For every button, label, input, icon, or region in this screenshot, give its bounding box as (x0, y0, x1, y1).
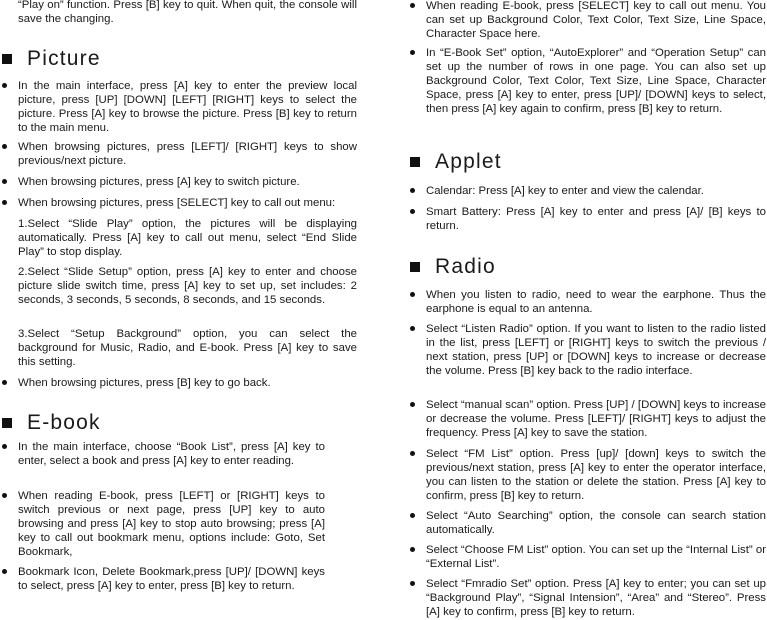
bullet-icon (410, 50, 415, 55)
section-heading-applet (410, 151, 502, 173)
list-item: Select “Fmradio Set” option. Press [A] key to enter; you can set up “Background Play”, “Signal Intension”, “Area” and “Stereo”. Press [A] key to confirm, press [B] key to return. (408, 577, 766, 619)
bullet-icon (410, 188, 415, 193)
list-item: Select “manual scan” option. Press [UP] / [DOWN] keys to increase or decrease the volume. Press [LEFT]/ [RIGHT] keys to adjust the frequency. Press [A] key to save the station. (408, 398, 766, 440)
bullet-icon (2, 380, 7, 385)
list-item: Select “FM List” option. Press [up]/ [down] keys to switch the previous/next station, press [A] key to enter the operator interface, you can listen to the station or delete the station. Press [A] key to confirm, press [B] key to return. (408, 447, 766, 503)
list-item: In the main interface, choose “Book List”, press [A] key to enter, select a book and press [A] key to enter reading. (0, 440, 357, 468)
list-item: Smart Battery: Press [A] key to enter and press [A]/ [B] keys to return. (408, 205, 766, 233)
sub-item: 1.Select “Slide Play” option, the pictures will be displaying automatically. Press [A] key to call out menu, select “End Slide Play” to stop display. (18, 218, 357, 258)
continuation-text: “Play on” function. Press [B] key to quit. When quit, the console will save the changing. (18, 0, 357, 25)
list-item: When browsing pictures, press [A] key to switch picture. (0, 175, 357, 189)
section-heading-ebook (2, 412, 101, 434)
bullet-icon (2, 493, 7, 498)
bullet-icon (410, 547, 415, 552)
bullet-icon (410, 513, 415, 518)
list-item: In “E-Book Set” option, “AutoExplorer” and “Operation Setup” can set up the number of rows in one page. You can also set up Background Color, Text Color, Text Size, Line Space, Character Space, press [A] key to enter, press [UP]/ [DOWN] keys to select, then press [A] key again to confirm, press [B] key to return. (408, 46, 766, 116)
section-title: Picture (27, 47, 101, 70)
bullet-icon (410, 326, 415, 331)
list-item: Bookmark Icon, Delete Bookmark,press [UP]/ [DOWN] keys to select, press [A] key to enter, press [B] key to return. (0, 565, 357, 593)
list-item: In the main interface, press [A] key to enter the preview local picture, press [UP] [DOWN] [LEFT] [RIGHT] keys to select the picture. Press [A] key to browse the picture. Press [B] key to return to the main menu. (0, 79, 357, 135)
section-heading-picture (2, 48, 101, 70)
list-item: Select “Auto Searching” option, the console can search station automatically. (408, 509, 766, 537)
list-item: When reading E-book, press [SELECT] key to call out menu. You can set up Background Color, Text Color, Text Size, Line Space, Character Space here. (408, 0, 766, 41)
list-item: Select “Choose FM List” option. You can set up the “Internal List” or “External List”. (408, 543, 766, 571)
bullet-icon (410, 209, 415, 214)
list-item: When browsing pictures, press [B] key to go back. (0, 376, 357, 390)
list-item: When browsing pictures, press [SELECT] key to call out menu: (0, 196, 357, 210)
bullet-icon (410, 402, 415, 407)
list-item: Calendar: Press [A] key to enter and view the calendar. (408, 184, 766, 198)
section-title: Applet (435, 150, 502, 173)
bullet-icon (410, 451, 415, 456)
bullet-icon (2, 83, 7, 88)
square-bullet-icon (2, 54, 12, 64)
bullet-icon (2, 569, 7, 574)
list-item: When browsing pictures, press [LEFT]/ [RIGHT] keys to show previous/next picture. (0, 140, 357, 168)
sub-item: 2.Select “Slide Setup” option, press [A] key to enter and choose picture slide switch time, press [A] key to set up, set includes: 2 seconds, 3 seconds, 5 seconds, 8 seconds, and 15 seconds. (18, 266, 357, 306)
bullet-icon (2, 179, 7, 184)
bullet-icon (2, 200, 7, 205)
bullet-icon (2, 144, 7, 149)
bullet-icon (410, 292, 415, 297)
list-item: Select “Listen Radio” option. If you want to listen to the radio listed in the list, press [LEFT] or [RIGHT] keys to switch the previous / next station, press [UP] or [DOWN] keys to increase or decrease the volume. Press [B] key back to the radio interface. (408, 322, 766, 378)
square-bullet-icon (410, 262, 420, 272)
list-item: When you listen to radio, need to wear the earphone. Thus the earphone is equal to an antenna. (408, 288, 766, 316)
bullet-icon (410, 581, 415, 586)
section-title: Radio (435, 255, 496, 278)
section-heading-radio (410, 256, 496, 278)
square-bullet-icon (410, 157, 420, 167)
sub-item: 3.Select “Setup Background” option, you can select the background for Music, Radio, and E-book. Press [A] key to save this setting. (18, 328, 357, 368)
list-item: When reading E-book, press [LEFT] or [RIGHT] keys to switch previous or next page, press [UP] key to auto browsing and press [A] key to stop auto browsing; press [A] key to call out bookmark menu, options include: Goto, Set Bookmark, (0, 489, 357, 559)
section-title: E-book (27, 411, 101, 434)
bullet-icon (2, 444, 7, 449)
square-bullet-icon (2, 418, 12, 428)
bullet-icon (410, 3, 415, 8)
